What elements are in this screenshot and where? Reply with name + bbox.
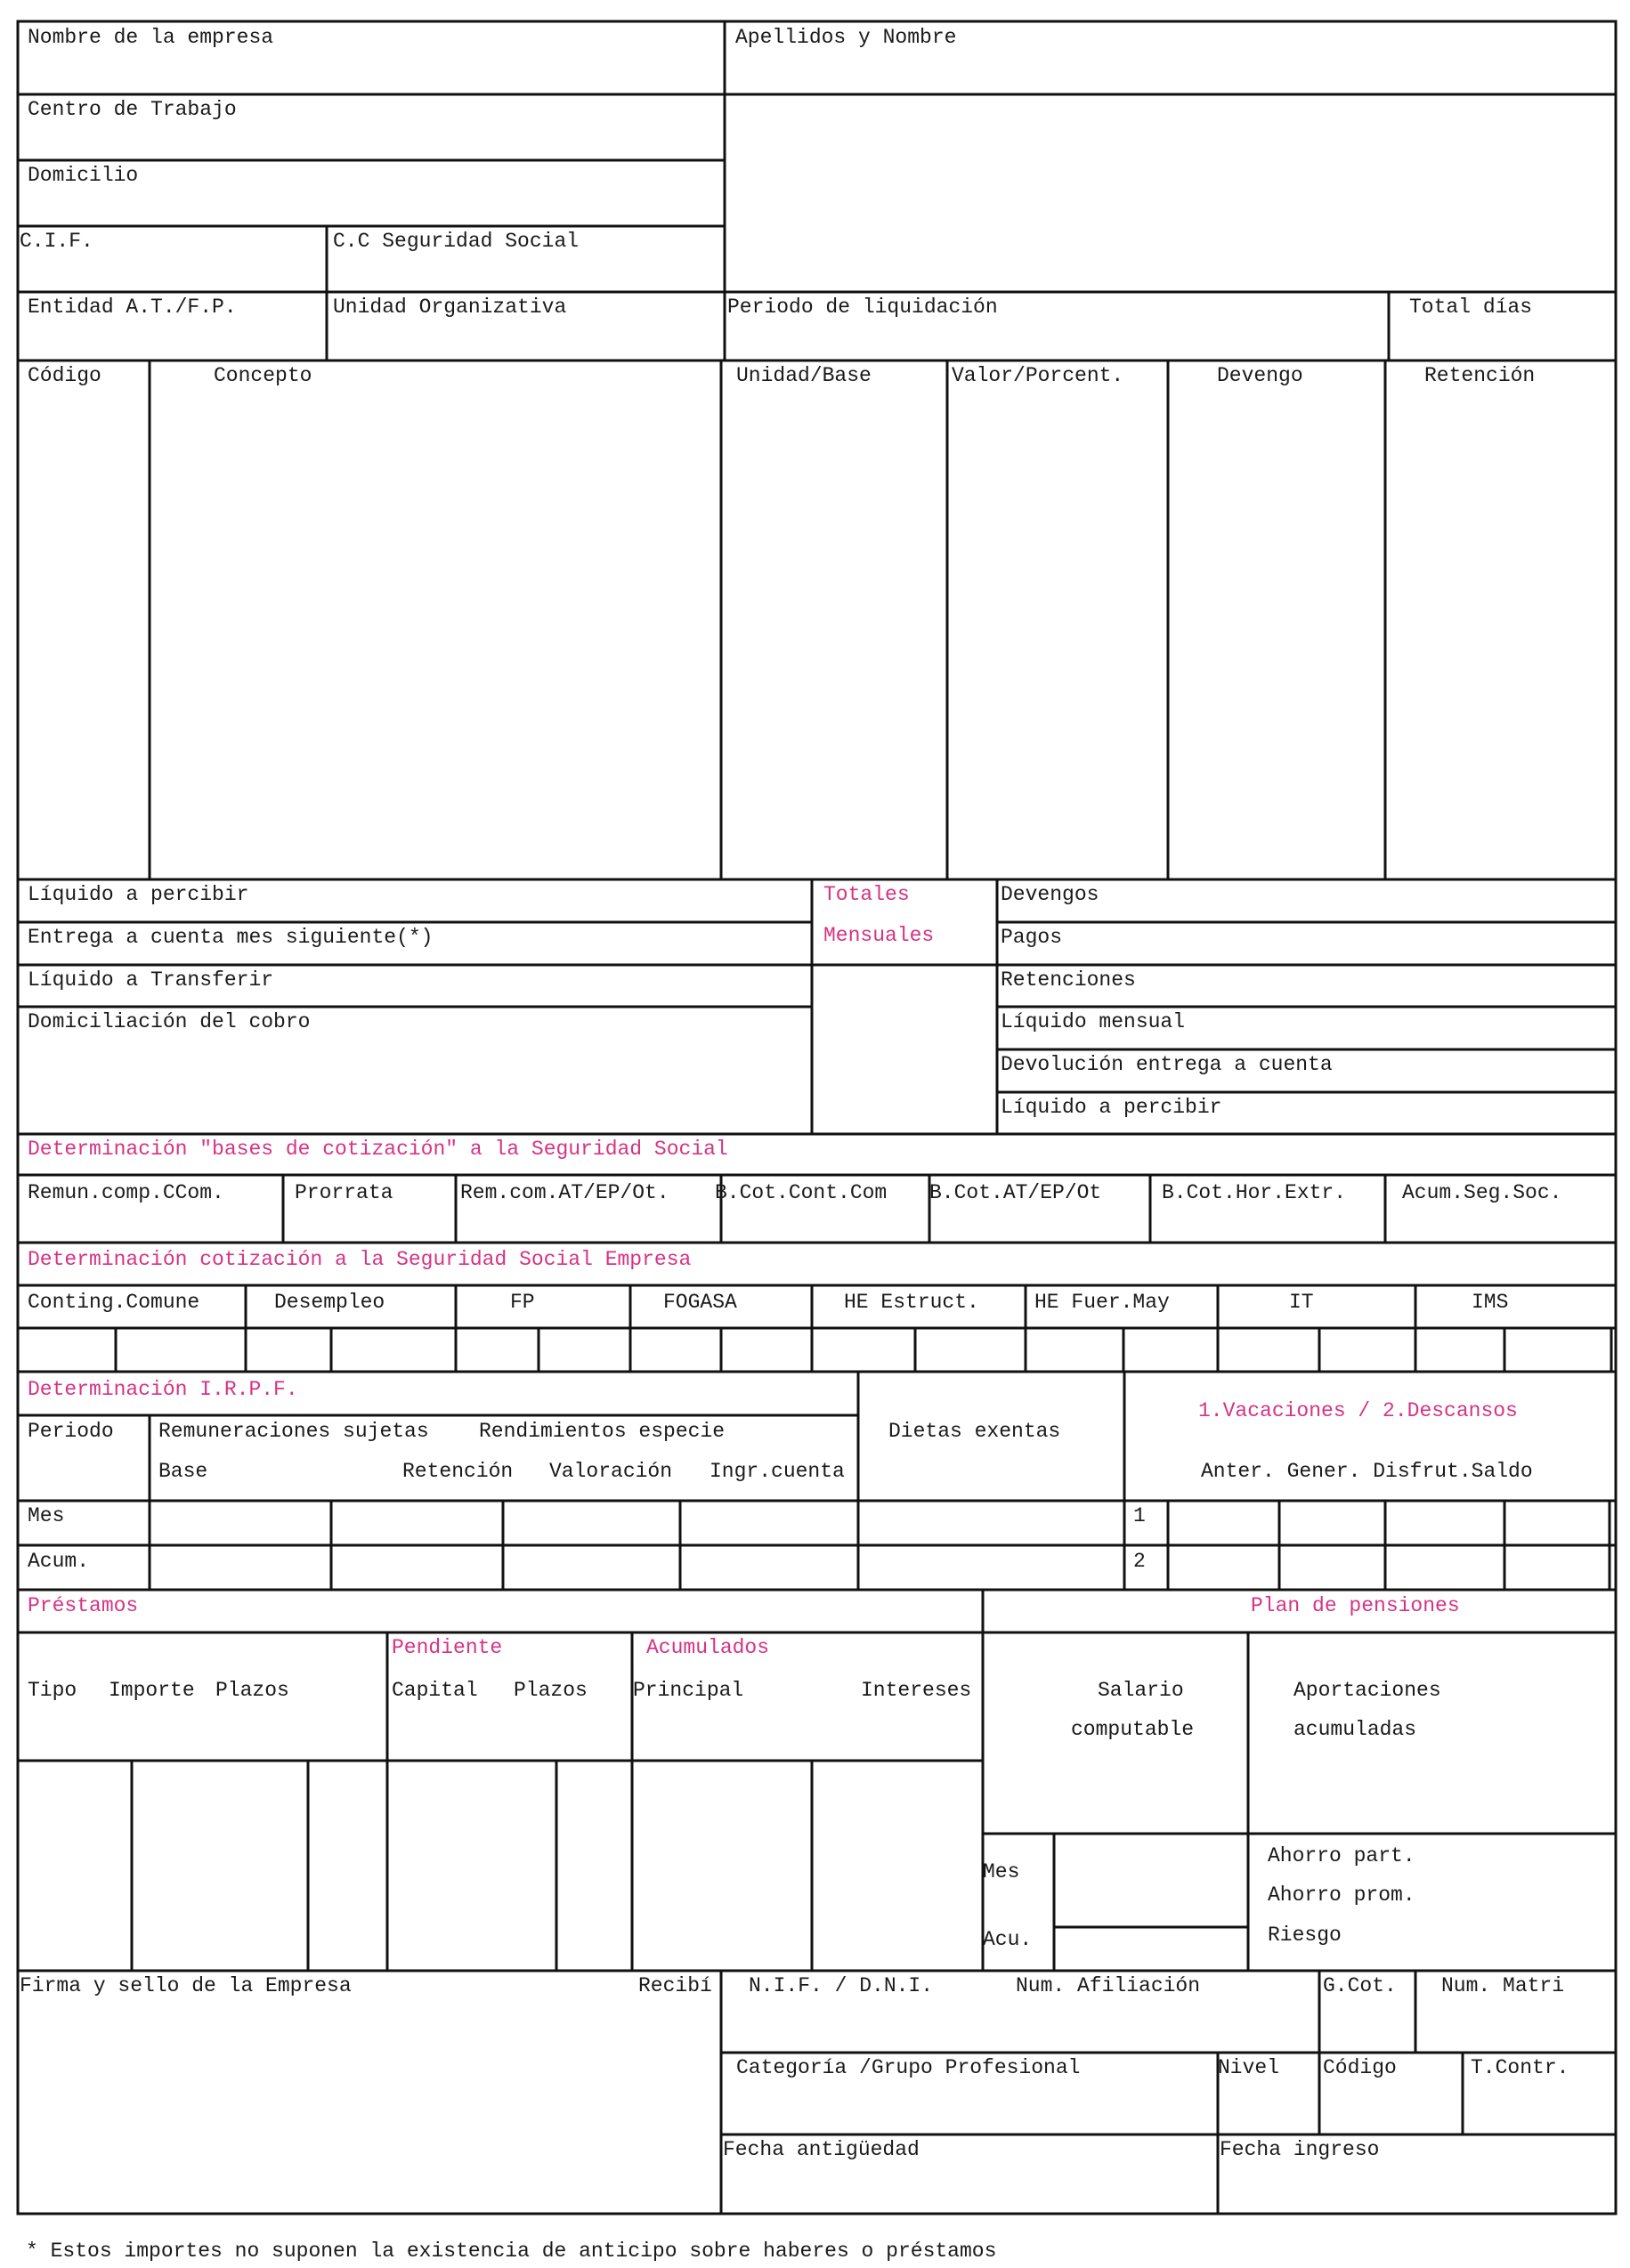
irpf-rendimientos-label: Rendimientos especie [479,1420,726,1443]
entrega-cuenta-label: Entrega a cuenta mes siguiente(*) [28,926,434,949]
ss-base-col-1: Remun.comp.CCom. [28,1181,224,1204]
gcot-label: G.Cot. [1323,1974,1397,1997]
col-devengo: Devengo [1217,364,1303,387]
nif-label: N.I.F. / D.N.I. [749,1974,934,1997]
devengos-label: Devengos [1001,883,1099,906]
ss-company-col-4: FOGASA [663,1291,737,1314]
at-fp-entity-label: Entidad A.T./F.P. [28,296,237,319]
pension-contrib-l2: acumuladas [1293,1718,1417,1741]
loans-importe-label: Importe [109,1679,195,1702]
cif-label: C.I.F. [20,230,93,253]
totales-title: Totales [823,883,910,906]
loans-title: Préstamos [28,1594,139,1617]
signature-label: Firma y sello de la Empresa [20,1974,352,1997]
ss-company-col-6: HE Fuer.May [1034,1291,1170,1314]
domiciliacion-label: Domiciliación del cobro [28,1010,311,1033]
loans-principal-label: Principal [633,1679,744,1702]
affiliation-label: Num. Afiliación [1016,1974,1201,1997]
riesgo-label: Riesgo [1268,1924,1342,1947]
col-concepto: Concepto [214,364,312,387]
ss-company-col-5: HE Estruct. [844,1291,979,1314]
vacaciones-row-1: 1 [1133,1504,1146,1527]
pagos-label: Pagos [1001,926,1063,949]
pension-acu-label: Acu. [983,1928,1033,1951]
employee-name-label: Apellidos y Nombre [735,26,957,49]
irpf-title: Determinación I.R.P.F. [28,1378,298,1401]
ss-base-col-7: Acum.Seg.Soc. [1402,1181,1562,1204]
settlement-period-label: Periodo de liquidación [727,296,998,319]
pension-plan-title: Plan de pensiones [1251,1594,1460,1617]
ss-company-col-7: IT [1289,1291,1314,1314]
ss-base-col-4: B.Cot.Cont.Com [715,1181,888,1204]
ss-base-col-6: B.Cot.Hor.Extr. [1162,1181,1347,1204]
vacaciones-columns: Anter. Gener. Disfrut.Saldo [1201,1460,1533,1483]
irpf-base-label: Base [158,1460,208,1483]
liquido-mensual-label: Líquido mensual [1001,1010,1186,1033]
vacaciones-title: 1.Vacaciones / 2.Descansos [1198,1399,1518,1422]
dietas-exentas-label: Dietas exentas [888,1420,1061,1443]
mensuales-title: Mensuales [823,924,935,947]
address-label: Domicilio [28,164,139,187]
ss-account-label: C.C Seguridad Social [333,230,580,253]
irpf-period-label: Periodo [28,1420,114,1443]
hire-date-label: Fecha ingreso [1220,2138,1380,2161]
retenciones-label: Retenciones [1001,968,1136,992]
category-label: Categoría /Grupo Profesional [736,2056,1081,2079]
loans-intereses-label: Intereses [861,1679,972,1702]
ss-company-col-2: Desempleo [274,1291,385,1314]
ahorro-prom-label: Ahorro prom. [1268,1883,1415,1907]
pension-salary-l2: computable [1071,1718,1195,1741]
devolucion-label: Devolución entrega a cuenta [1001,1053,1333,1076]
ss-base-col-2: Prorrata [295,1181,393,1204]
org-unit-label: Unidad Organizativa [333,296,567,319]
irpf-retencion-label: Retención [402,1460,514,1483]
col-codigo: Código [28,364,101,387]
total-days-label: Total días [1409,296,1533,319]
ss-bases-title: Determinación "bases de cotización" a la Seguridad Social [28,1138,728,1161]
num-matri-label: Num. Matri [1441,1974,1565,1997]
pension-mes-label: Mes [983,1860,1020,1883]
liquido-percibir-total-label: Líquido a percibir [1001,1096,1222,1119]
loans-accumulated-label: Acumulados [646,1636,770,1659]
seniority-date-label: Fecha antigüedad [723,2138,920,2161]
col-valor-porcent: Valor/Porcent. [952,364,1124,387]
liquido-percibir-label: Líquido a percibir [28,883,249,906]
company-name-label: Nombre de la empresa [28,26,274,49]
col-retencion: Retención [1424,364,1536,387]
loans-capital-label: Capital [392,1679,478,1702]
work-center-label: Centro de Trabajo [28,98,237,121]
footnote: * Estos importes no suponen la existencia de anticipo sobre haberes o préstamos [26,2240,997,2263]
liquido-transferir-label: Líquido a Transferir [28,968,274,992]
pension-contrib-l1: Aportaciones [1293,1679,1441,1702]
loans-tipo-label: Tipo [28,1679,77,1702]
irpf-valoracion-label: Valoración [549,1460,673,1483]
irpf-acum-label: Acum. [28,1550,90,1573]
code-label: Código [1323,2056,1397,2079]
ss-company-col-8: IMS [1472,1291,1509,1314]
ahorro-part-label: Ahorro part. [1268,1844,1415,1867]
col-unidad-base: Unidad/Base [736,364,872,387]
irpf-remuneraciones-label: Remuneraciones sujetas [158,1420,429,1443]
ss-company-col-3: FP [510,1291,535,1314]
ss-company-title: Determinación cotización a la Seguridad Social Empresa [28,1248,692,1271]
level-label: Nivel [1218,2056,1280,2079]
loans-pending-label: Pendiente [392,1636,503,1659]
irpf-mes-label: Mes [28,1504,65,1527]
irpf-ingr-cuenta-label: Ingr.cuenta [710,1460,845,1483]
received-label: Recibí [638,1974,712,1997]
pension-salary-l1: Salario [1098,1679,1184,1702]
loans-plazos-label: Plazos [215,1679,289,1702]
ss-company-col-1: Conting.Comune [28,1291,200,1314]
ss-base-col-3: Rem.com.AT/EP/Ot. [460,1181,669,1204]
contract-type-label: T.Contr. [1471,2056,1569,2079]
loans-plazos2-label: Plazos [514,1679,588,1702]
vacaciones-row-2: 2 [1133,1550,1146,1573]
ss-base-col-5: B.Cot.AT/EP/Ot [929,1181,1102,1204]
